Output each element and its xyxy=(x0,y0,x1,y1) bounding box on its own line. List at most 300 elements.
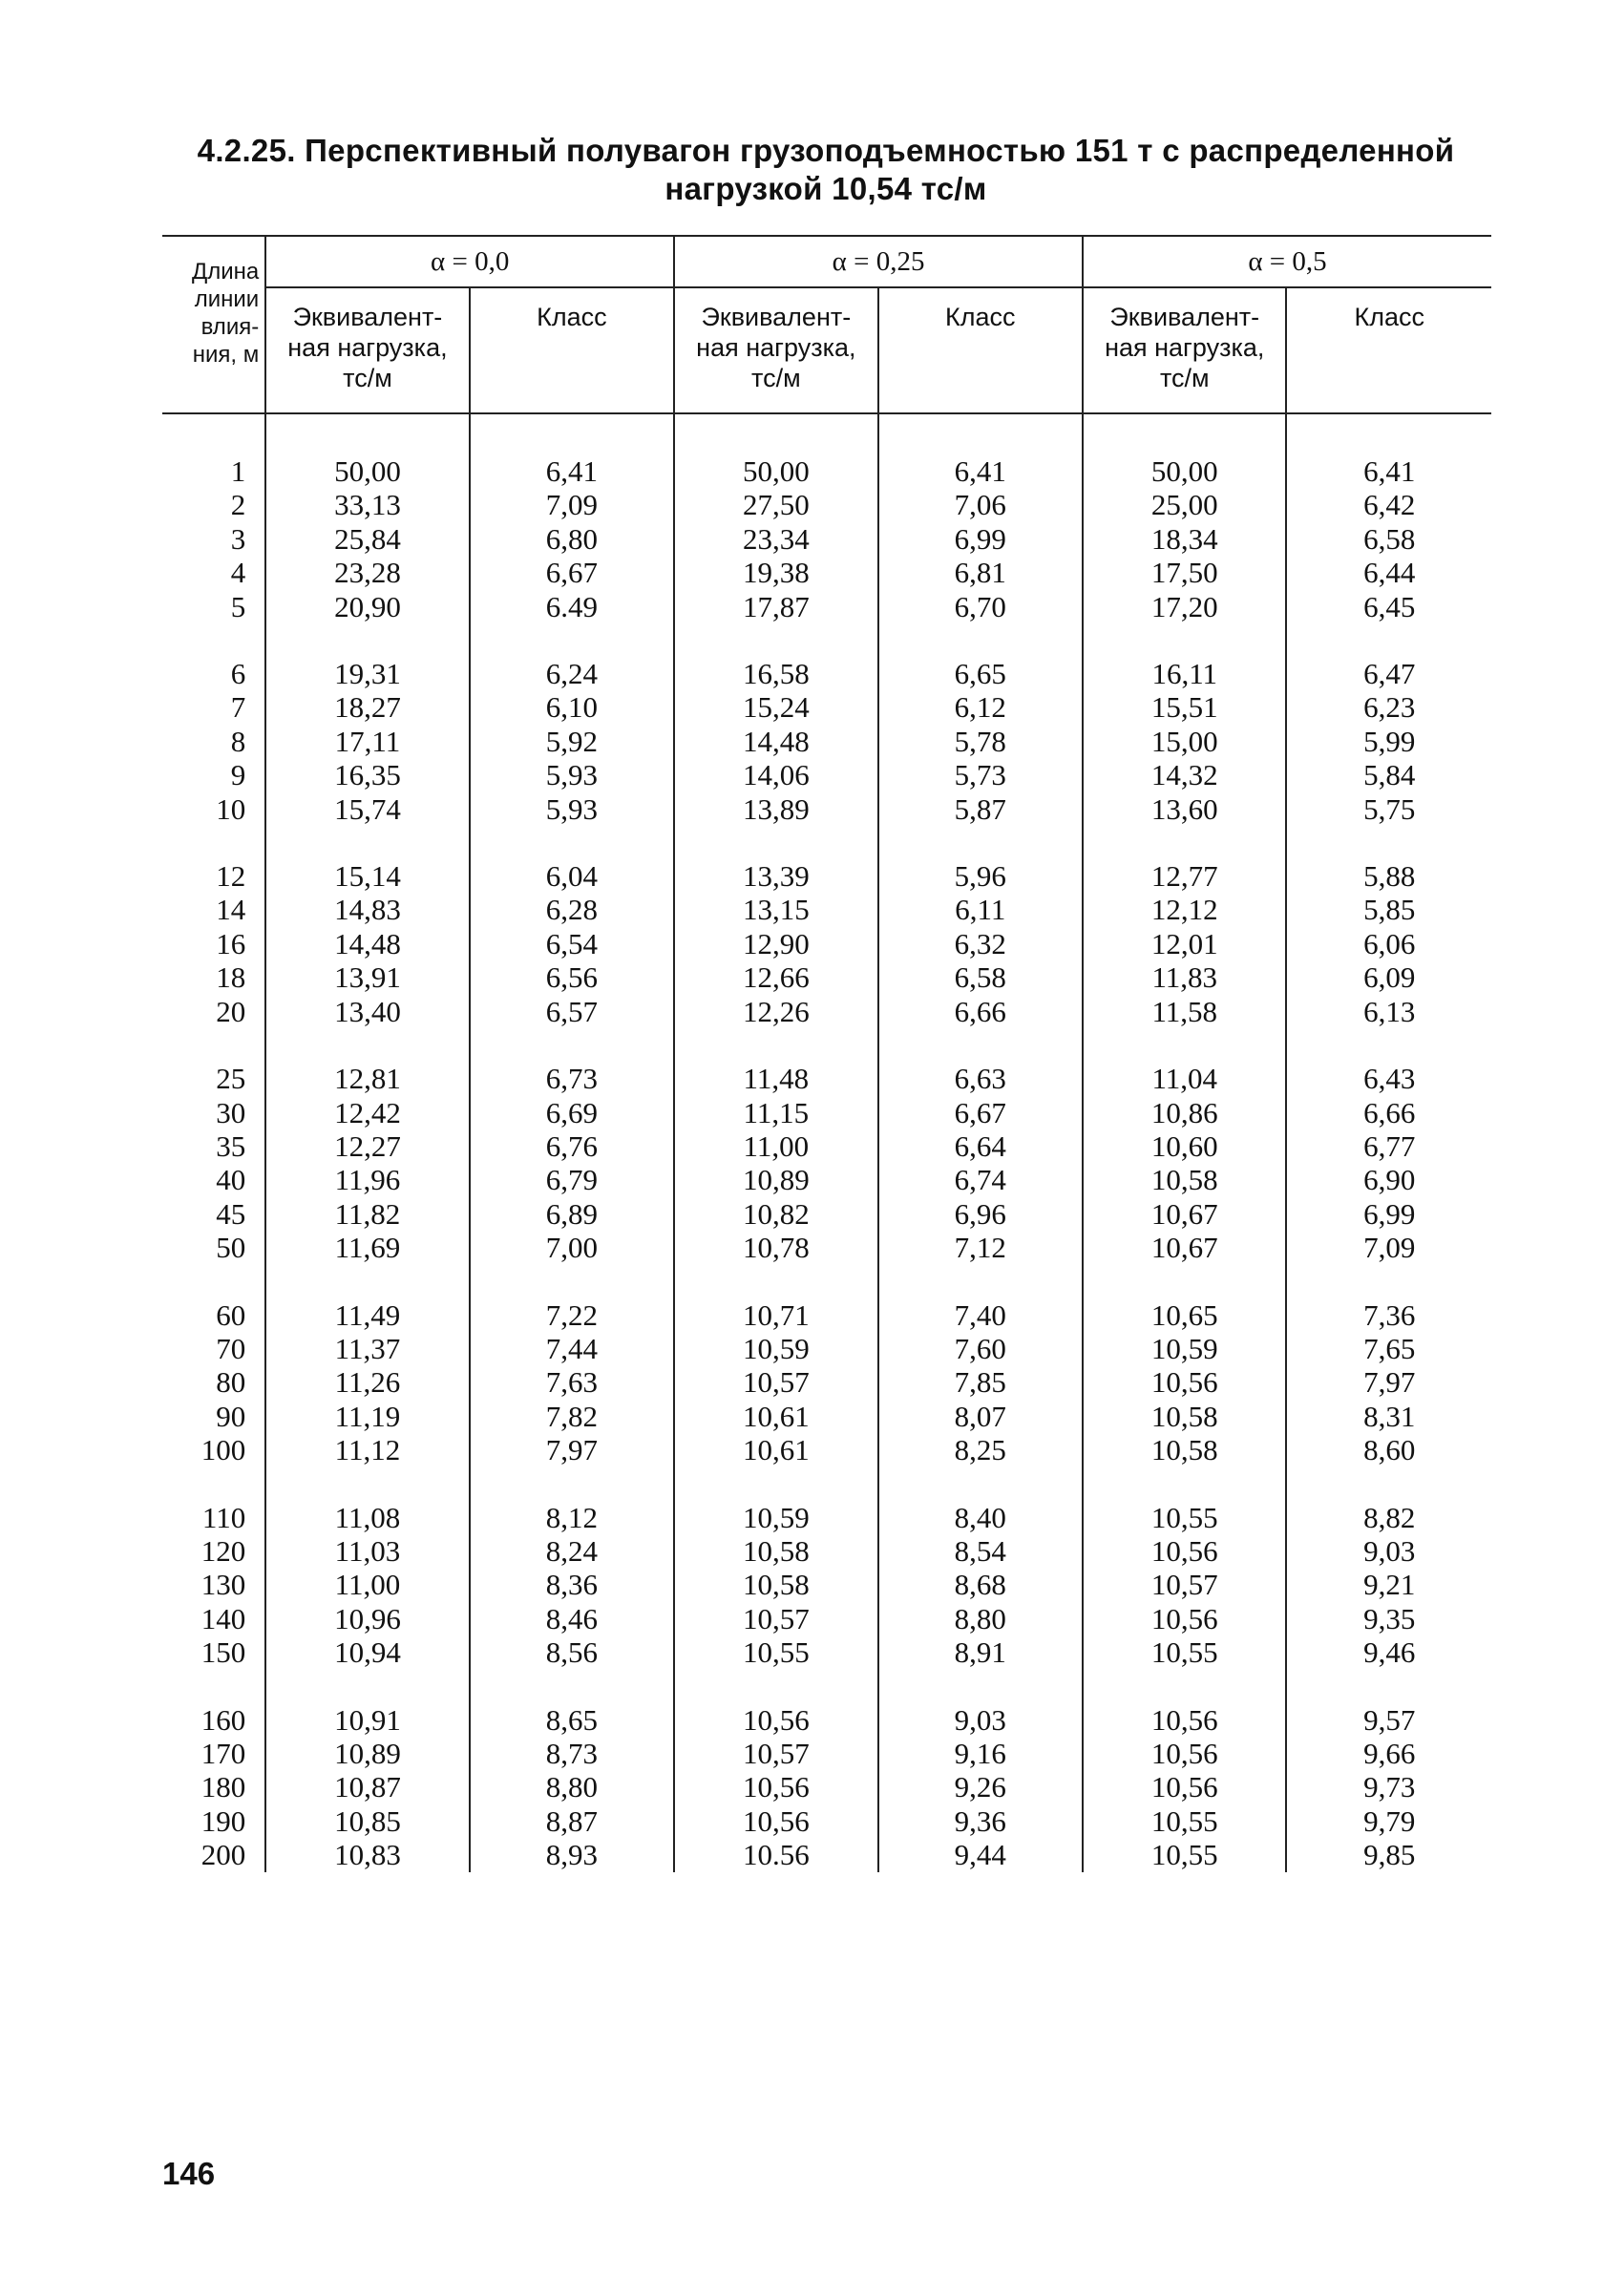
load-alpha-0-25-cell: 14,48 xyxy=(674,725,877,758)
class-alpha-0-5-cell: 6,42 xyxy=(1363,488,1416,522)
load-alpha-0-cell: 10,96 xyxy=(265,1602,469,1635)
class-alpha-0-cell: 8,36 xyxy=(470,1568,674,1601)
influence-line-length-cell: 70 xyxy=(162,1332,265,1365)
class-alpha-0-cell: 8,24 xyxy=(470,1534,674,1568)
table-row xyxy=(162,1501,1491,1534)
load-alpha-0-5-cell: 15,00 xyxy=(1083,725,1286,758)
load-alpha-0-cell: 12,27 xyxy=(265,1129,469,1163)
influence-line-length-cell: 4 xyxy=(162,556,265,589)
class-alpha-0-25-cell: 7,60 xyxy=(878,1332,1083,1365)
class-alpha-0-5-cell: 5,84 xyxy=(1363,758,1416,792)
class-header: Класс xyxy=(1286,287,1491,413)
load-alpha-0-25-cell: 10,78 xyxy=(674,1231,877,1264)
influence-line-length-cell: 14 xyxy=(162,893,265,926)
load-alpha-0-5-cell: 13,60 xyxy=(1083,792,1286,826)
spacer-cell xyxy=(674,1467,877,1501)
spacer-cell xyxy=(162,1467,265,1501)
alpha-0-25-header: α = 0,25 xyxy=(674,236,1083,287)
load-alpha-0-5-cell: 10,55 xyxy=(1083,1501,1286,1534)
load-alpha-0-cell: 15,14 xyxy=(265,859,469,893)
spacer-cell xyxy=(162,1028,265,1062)
load-alpha-0-5-cell: 10,60 xyxy=(1083,1129,1286,1163)
influence-line-length-cell: 60 xyxy=(162,1298,265,1332)
load-alpha-0-cell: 11,26 xyxy=(265,1365,469,1399)
load-header-line: Эквивалент- xyxy=(292,303,443,331)
influence-line-length-cell: 170 xyxy=(162,1737,265,1770)
group-spacer xyxy=(162,1028,1491,1062)
class-alpha-0-5-cell: 6,90 xyxy=(1363,1163,1416,1197)
spacer-cell xyxy=(1286,1467,1491,1501)
spacer-cell xyxy=(162,1670,265,1703)
class-alpha-0-25-cell: 5,87 xyxy=(878,792,1083,826)
class-alpha-0-cell: 6,80 xyxy=(470,522,674,556)
influence-line-length-cell: 20 xyxy=(162,995,265,1028)
load-alpha-0-25-cell: 10,59 xyxy=(674,1332,877,1365)
class-alpha-0-25-cell: 7,12 xyxy=(878,1231,1083,1264)
class-alpha-0-25-cell: 6,66 xyxy=(878,995,1083,1028)
table-row xyxy=(162,927,1491,960)
spacer-cell xyxy=(878,1467,1083,1501)
load-alpha-0-cell: 50,00 xyxy=(265,413,469,488)
class-alpha-0-cell: 6,79 xyxy=(470,1163,674,1196)
table-row xyxy=(162,1197,1491,1231)
class-alpha-0-cell: 5,93 xyxy=(470,758,674,791)
load-alpha-0-5-cell: 10,56 xyxy=(1083,1602,1286,1635)
load-alpha-0-25-cell: 12,26 xyxy=(674,995,877,1028)
load-alpha-0-cell: 10,85 xyxy=(265,1804,469,1838)
influence-line-length-cell: 110 xyxy=(162,1501,265,1534)
class-alpha-0-25-cell: 5,73 xyxy=(878,758,1083,791)
influence-line-length-cell: 3 xyxy=(162,522,265,556)
class-alpha-0-25-cell: 9,44 xyxy=(878,1838,1083,1871)
load-alpha-0-cell: 25,84 xyxy=(265,522,469,556)
class-alpha-0-cell: 7,09 xyxy=(470,488,674,521)
load-alpha-0-25-cell: 50,00 xyxy=(674,413,877,488)
table-row xyxy=(162,1163,1491,1196)
spacer-cell xyxy=(674,826,877,859)
load-alpha-0-cell: 17,11 xyxy=(265,725,469,758)
load-alpha-0-5-cell: 11,83 xyxy=(1083,960,1286,994)
load-alpha-0-cell: 11,00 xyxy=(265,1568,469,1601)
spacer-cell xyxy=(878,623,1083,657)
load-alpha-0-25-cell: 11,15 xyxy=(674,1096,877,1129)
influence-line-length-cell: 7 xyxy=(162,690,265,724)
table-row xyxy=(162,1096,1491,1129)
influence-line-length-cell: 190 xyxy=(162,1804,265,1838)
class-alpha-0-cell: 6,69 xyxy=(470,1096,674,1129)
load-alpha-0-cell: 13,40 xyxy=(265,995,469,1028)
load-alpha-0-5-cell: 10,56 xyxy=(1083,1703,1286,1737)
class-alpha-0-5-cell: 9,66 xyxy=(1363,1737,1416,1770)
equivalent-load-header xyxy=(1083,287,1286,413)
load-alpha-0-cell: 10,91 xyxy=(265,1703,469,1737)
length-header-line: Длина xyxy=(191,259,260,285)
load-alpha-0-cell: 12,81 xyxy=(265,1062,469,1095)
spacer-cell xyxy=(265,623,469,657)
load-alpha-0-25-cell: 13,89 xyxy=(674,792,877,826)
spacer-cell xyxy=(470,1028,674,1062)
load-alpha-0-cell: 19,31 xyxy=(265,657,469,690)
class-alpha-0-5-cell: 6,23 xyxy=(1363,690,1416,725)
spacer-cell xyxy=(674,623,877,657)
table-row xyxy=(162,1804,1491,1838)
load-alpha-0-cell: 11,96 xyxy=(265,1163,469,1196)
influence-line-length-header xyxy=(162,236,265,413)
load-header-line: ная нагрузка, xyxy=(696,333,856,362)
class-alpha-0-cell: 6,04 xyxy=(470,859,674,893)
class-alpha-0-5-cell: 6,41 xyxy=(1363,454,1416,488)
influence-line-length-cell: 5 xyxy=(162,590,265,623)
load-alpha-0-25-cell: 10,82 xyxy=(674,1197,877,1231)
load-alpha-0-cell: 10,87 xyxy=(265,1770,469,1803)
influence-line-length-cell: 120 xyxy=(162,1534,265,1568)
influence-line-length-cell: 50 xyxy=(162,1231,265,1264)
spacer-cell xyxy=(162,1265,265,1298)
load-alpha-0-25-cell: 10,56 xyxy=(674,1703,877,1737)
load-alpha-0-5-cell: 10,58 xyxy=(1083,1433,1286,1466)
load-alpha-0-5-cell: 10,58 xyxy=(1083,1163,1286,1196)
spacer-cell xyxy=(674,1265,877,1298)
table-row xyxy=(162,893,1491,926)
load-alpha-0-5-cell: 10,56 xyxy=(1083,1365,1286,1399)
spacer-cell xyxy=(878,1670,1083,1703)
influence-line-length-cell: 130 xyxy=(162,1568,265,1601)
influence-line-length-cell: 40 xyxy=(162,1163,265,1196)
load-alpha-0-5-cell: 10,55 xyxy=(1083,1838,1286,1871)
load-alpha-0-25-cell: 14,06 xyxy=(674,758,877,791)
table-title-line-2: нагрузкой 10,54 тс/м xyxy=(664,171,987,206)
load-alpha-0-25-cell: 10,58 xyxy=(674,1568,877,1601)
group-spacer xyxy=(162,1670,1491,1703)
load-alpha-0-5-cell: 25,00 xyxy=(1083,488,1286,521)
spacer-cell xyxy=(1083,1467,1286,1501)
class-alpha-0-5-cell: 9,46 xyxy=(1363,1635,1416,1670)
class-alpha-0-25-cell: 6,32 xyxy=(878,927,1083,960)
load-alpha-0-5-cell: 10,59 xyxy=(1083,1332,1286,1365)
class-alpha-0-5-cell: 5,75 xyxy=(1363,791,1416,826)
load-alpha-0-25-cell: 17,87 xyxy=(674,590,877,623)
class-alpha-0-cell: 5,93 xyxy=(470,792,674,826)
influence-line-length-cell: 12 xyxy=(162,859,265,893)
spacer-cell xyxy=(1083,1265,1286,1298)
load-alpha-0-cell: 11,49 xyxy=(265,1298,469,1332)
class-alpha-0-cell: 8,73 xyxy=(470,1737,674,1770)
load-alpha-0-5-cell: 16,11 xyxy=(1083,657,1286,690)
load-alpha-0-cell: 20,90 xyxy=(265,590,469,623)
class-alpha-0-cell: 6,89 xyxy=(470,1197,674,1231)
load-alpha-0-cell: 11,69 xyxy=(265,1231,469,1264)
load-alpha-0-5-cell: 17,20 xyxy=(1083,590,1286,623)
table-row xyxy=(162,995,1491,1028)
equivalent-load-header xyxy=(674,287,877,413)
group-spacer xyxy=(162,1467,1491,1501)
load-alpha-0-5-cell: 10,55 xyxy=(1083,1635,1286,1669)
alpha-0-header: α = 0,0 xyxy=(265,236,674,287)
table-row xyxy=(162,657,1491,690)
table-row xyxy=(162,1062,1491,1095)
class-alpha-0-cell: 7,22 xyxy=(470,1298,674,1332)
class-alpha-0-25-cell: 6,64 xyxy=(878,1129,1083,1163)
load-alpha-0-25-cell: 10,57 xyxy=(674,1365,877,1399)
class-alpha-0-cell: 7,63 xyxy=(470,1365,674,1399)
class-alpha-0-cell: 8,46 xyxy=(470,1602,674,1635)
class-alpha-0-25-cell: 6,65 xyxy=(878,657,1083,690)
table-row xyxy=(162,758,1491,791)
class-alpha-0-5-cell: 9,57 xyxy=(1363,1702,1416,1737)
class-alpha-0-cell: 6,56 xyxy=(470,960,674,994)
load-alpha-0-25-cell: 10,61 xyxy=(674,1433,877,1466)
load-alpha-0-cell: 11,37 xyxy=(265,1332,469,1365)
load-alpha-0-cell: 14,48 xyxy=(265,927,469,960)
class-alpha-0-5-cell: 9,03 xyxy=(1363,1533,1416,1568)
load-alpha-0-25-cell: 12,66 xyxy=(674,960,877,994)
class-alpha-0-25-cell: 9,03 xyxy=(878,1703,1083,1737)
spacer-cell xyxy=(265,1028,469,1062)
load-alpha-0-25-cell: 10,89 xyxy=(674,1163,877,1196)
table-row xyxy=(162,1129,1491,1163)
load-alpha-0-cell: 14,83 xyxy=(265,893,469,926)
load-alpha-0-25-cell: 10,55 xyxy=(674,1635,877,1669)
equivalent-load-header xyxy=(265,287,469,413)
load-alpha-0-cell: 12,42 xyxy=(265,1096,469,1129)
class-alpha-0-cell: 6,76 xyxy=(470,1129,674,1163)
load-header-line: Эквивалент- xyxy=(1109,303,1260,331)
load-alpha-0-5-cell: 10,56 xyxy=(1083,1770,1286,1803)
spacer-cell xyxy=(265,1467,469,1501)
influence-line-length-cell: 100 xyxy=(162,1433,265,1466)
load-alpha-0-5-cell: 10,56 xyxy=(1083,1737,1286,1770)
class-alpha-0-cell: 8,93 xyxy=(470,1838,674,1871)
class-alpha-0-5-cell: 6,13 xyxy=(1363,994,1416,1028)
influence-line-length-cell: 180 xyxy=(162,1770,265,1803)
class-alpha-0-25-cell: 8,07 xyxy=(878,1400,1083,1433)
class-alpha-0-25-cell: 6,58 xyxy=(878,960,1083,994)
class-alpha-0-cell: 6.49 xyxy=(470,590,674,623)
load-alpha-0-5-cell: 10,56 xyxy=(1083,1534,1286,1568)
class-header: Класс xyxy=(470,287,674,413)
class-alpha-0-25-cell: 8,68 xyxy=(878,1568,1083,1601)
class-alpha-0-5-cell: 5,99 xyxy=(1363,724,1416,758)
class-alpha-0-25-cell: 7,40 xyxy=(878,1298,1083,1332)
length-header-line: ния, м xyxy=(192,342,260,368)
class-alpha-0-25-cell: 6,12 xyxy=(878,690,1083,724)
spacer-cell xyxy=(1286,826,1491,859)
class-alpha-0-cell: 8,80 xyxy=(470,1770,674,1803)
class-alpha-0-25-cell: 9,26 xyxy=(878,1770,1083,1803)
class-alpha-0-cell: 6,24 xyxy=(470,657,674,690)
class-alpha-0-25-cell: 6,11 xyxy=(878,893,1083,926)
class-alpha-0-cell: 5,92 xyxy=(470,725,674,758)
class-alpha-0-25-cell: 6,99 xyxy=(878,522,1083,556)
load-alpha-0-5-cell: 15,51 xyxy=(1083,690,1286,724)
class-alpha-0-5-cell: 6,44 xyxy=(1363,556,1416,590)
class-alpha-0-25-cell: 9,36 xyxy=(878,1804,1083,1838)
table-title-line-1: 4.2.25. Перспективный полувагон грузоподъемностью 151 т с распределенной xyxy=(197,133,1455,168)
class-alpha-0-5-cell: 7,09 xyxy=(1363,1231,1416,1265)
load-header-line: Эквивалент- xyxy=(701,303,852,331)
influence-line-length-cell: 25 xyxy=(162,1062,265,1095)
table-row xyxy=(162,1568,1491,1601)
group-spacer xyxy=(162,623,1491,657)
load-alpha-0-25-cell: 27,50 xyxy=(674,488,877,521)
load-alpha-0-25-cell: 10,61 xyxy=(674,1400,877,1433)
spacer-cell xyxy=(1083,826,1286,859)
class-alpha-0-5-cell: 7,36 xyxy=(1363,1297,1416,1332)
influence-line-length-cell: 6 xyxy=(162,657,265,690)
load-alpha-0-5-cell: 10,67 xyxy=(1083,1231,1286,1264)
class-alpha-0-25-cell: 8,91 xyxy=(878,1635,1083,1669)
load-alpha-0-cell: 23,28 xyxy=(265,556,469,589)
load-alpha-0-25-cell: 10,56 xyxy=(674,1804,877,1838)
class-alpha-0-5-cell: 9,35 xyxy=(1363,1601,1416,1635)
class-alpha-0-25-cell: 8,80 xyxy=(878,1602,1083,1635)
class-alpha-0-cell: 6,41 xyxy=(470,413,674,488)
load-header-line: тс/м xyxy=(751,364,801,392)
table-title xyxy=(162,132,1489,208)
load-alpha-0-5-cell: 10,57 xyxy=(1083,1568,1286,1601)
load-alpha-0-cell: 13,91 xyxy=(265,960,469,994)
class-alpha-0-5-cell: 5,85 xyxy=(1363,893,1416,927)
length-header-line: линии xyxy=(194,286,260,312)
class-alpha-0-5-cell: 9,79 xyxy=(1363,1803,1416,1838)
influence-line-length-cell: 30 xyxy=(162,1096,265,1129)
load-alpha-0-5-cell: 12,77 xyxy=(1083,859,1286,893)
load-alpha-0-cell: 11,19 xyxy=(265,1400,469,1433)
spacer-cell xyxy=(470,1467,674,1501)
load-header-line: ная нагрузка, xyxy=(287,333,448,362)
influence-line-length-cell: 35 xyxy=(162,1129,265,1163)
class-alpha-0-5-cell: 6,47 xyxy=(1363,657,1416,691)
class-alpha-0-5-cell: 6,09 xyxy=(1363,960,1416,995)
table-row xyxy=(162,1433,1491,1466)
table-body xyxy=(162,413,1491,1872)
influence-line-length-cell: 9 xyxy=(162,758,265,791)
load-alpha-0-cell: 11,12 xyxy=(265,1433,469,1466)
table-row xyxy=(162,1838,1491,1871)
class-alpha-0-cell: 6,73 xyxy=(470,1062,674,1095)
table-row xyxy=(162,488,1491,521)
page-number: 146 xyxy=(162,2156,216,2191)
influence-line-length-cell: 16 xyxy=(162,927,265,960)
load-alpha-0-25-cell: 15,24 xyxy=(674,690,877,724)
load-alpha-0-5-cell: 12,12 xyxy=(1083,893,1286,926)
alpha-0-5-header: α = 0,5 xyxy=(1083,236,1491,287)
class-alpha-0-5-cell: 6,77 xyxy=(1363,1128,1416,1163)
class-alpha-0-5-cell: 6,58 xyxy=(1363,521,1416,556)
class-alpha-0-cell: 7,97 xyxy=(470,1433,674,1466)
class-alpha-0-cell: 6,67 xyxy=(470,556,674,589)
class-alpha-0-25-cell: 6,96 xyxy=(878,1197,1083,1231)
table-row xyxy=(162,960,1491,994)
load-alpha-0-cell: 33,13 xyxy=(265,488,469,521)
class-alpha-0-25-cell: 8,25 xyxy=(878,1433,1083,1466)
influence-line-length-cell: 8 xyxy=(162,725,265,758)
spacer-cell xyxy=(162,623,265,657)
group-spacer xyxy=(162,826,1491,859)
spacer-cell xyxy=(674,1028,877,1062)
load-alpha-0-25-cell: 10,57 xyxy=(674,1602,877,1635)
load-alpha-0-25-cell: 10,57 xyxy=(674,1737,877,1770)
load-alpha-0-5-cell: 11,04 xyxy=(1083,1062,1286,1095)
spacer-cell xyxy=(470,623,674,657)
load-alpha-0-5-cell: 10,67 xyxy=(1083,1197,1286,1231)
table-row xyxy=(162,590,1491,623)
class-alpha-0-25-cell: 8,54 xyxy=(878,1534,1083,1568)
table-row xyxy=(162,413,1491,488)
class-alpha-0-25-cell: 6,70 xyxy=(878,590,1083,623)
load-alpha-0-25-cell: 16,58 xyxy=(674,657,877,690)
load-class-table xyxy=(162,235,1491,1872)
load-alpha-0-cell: 11,82 xyxy=(265,1197,469,1231)
class-alpha-0-5-cell: 9,73 xyxy=(1363,1770,1416,1804)
load-alpha-0-cell: 11,08 xyxy=(265,1501,469,1534)
load-alpha-0-25-cell: 10,71 xyxy=(674,1298,877,1332)
class-alpha-0-25-cell: 5,78 xyxy=(878,725,1083,758)
load-alpha-0-5-cell: 10,65 xyxy=(1083,1298,1286,1332)
class-alpha-0-5-cell: 8,31 xyxy=(1363,1399,1416,1433)
load-alpha-0-cell: 18,27 xyxy=(265,690,469,724)
table-row xyxy=(162,1534,1491,1568)
class-alpha-0-cell: 8,56 xyxy=(470,1635,674,1669)
influence-line-length-cell: 90 xyxy=(162,1400,265,1433)
spacer-cell xyxy=(1286,1265,1491,1298)
class-alpha-0-cell: 6,10 xyxy=(470,690,674,724)
spacer-cell xyxy=(1083,1670,1286,1703)
spacer-cell xyxy=(1083,623,1286,657)
spacer-cell xyxy=(1286,1670,1491,1703)
table-row xyxy=(162,1400,1491,1433)
load-alpha-0-5-cell: 17,50 xyxy=(1083,556,1286,589)
load-alpha-0-25-cell: 11,48 xyxy=(674,1062,877,1095)
table-row xyxy=(162,1770,1491,1803)
influence-line-length-cell: 150 xyxy=(162,1635,265,1669)
load-alpha-0-25-cell: 10,59 xyxy=(674,1501,877,1534)
influence-line-length-cell: 45 xyxy=(162,1197,265,1231)
spacer-cell xyxy=(470,1670,674,1703)
influence-line-length-cell: 160 xyxy=(162,1703,265,1737)
load-alpha-0-25-cell: 13,15 xyxy=(674,893,877,926)
spacer-cell xyxy=(162,826,265,859)
class-alpha-0-cell: 8,12 xyxy=(470,1501,674,1534)
load-alpha-0-25-cell: 12,90 xyxy=(674,927,877,960)
spacer-cell xyxy=(470,826,674,859)
table-row xyxy=(162,1602,1491,1635)
load-alpha-0-cell: 10,89 xyxy=(265,1737,469,1770)
class-alpha-0-5-cell: 6,45 xyxy=(1363,589,1416,623)
load-alpha-0-cell: 10,83 xyxy=(265,1838,469,1871)
spacer-cell xyxy=(674,1670,877,1703)
class-alpha-0-5-cell: 9,21 xyxy=(1363,1568,1416,1602)
spacer-cell xyxy=(265,1265,469,1298)
spacer-cell xyxy=(265,826,469,859)
spacer-cell xyxy=(878,1265,1083,1298)
load-header-line: тс/м xyxy=(343,364,392,392)
spacer-cell xyxy=(265,1670,469,1703)
load-alpha-0-25-cell: 19,38 xyxy=(674,556,877,589)
load-alpha-0-25-cell: 10,58 xyxy=(674,1534,877,1568)
class-alpha-0-5-cell: 8,82 xyxy=(1363,1500,1416,1534)
class-alpha-0-cell: 6,28 xyxy=(470,893,674,926)
load-alpha-0-cell: 15,74 xyxy=(265,792,469,826)
class-alpha-0-cell: 7,44 xyxy=(470,1332,674,1365)
load-alpha-0-cell: 11,03 xyxy=(265,1534,469,1568)
load-alpha-0-25-cell: 13,39 xyxy=(674,859,877,893)
load-alpha-0-5-cell: 12,01 xyxy=(1083,927,1286,960)
spacer-cell xyxy=(1286,623,1491,657)
load-alpha-0-cell: 10,94 xyxy=(265,1635,469,1669)
table-row xyxy=(162,1332,1491,1365)
class-alpha-0-25-cell: 6,67 xyxy=(878,1096,1083,1129)
